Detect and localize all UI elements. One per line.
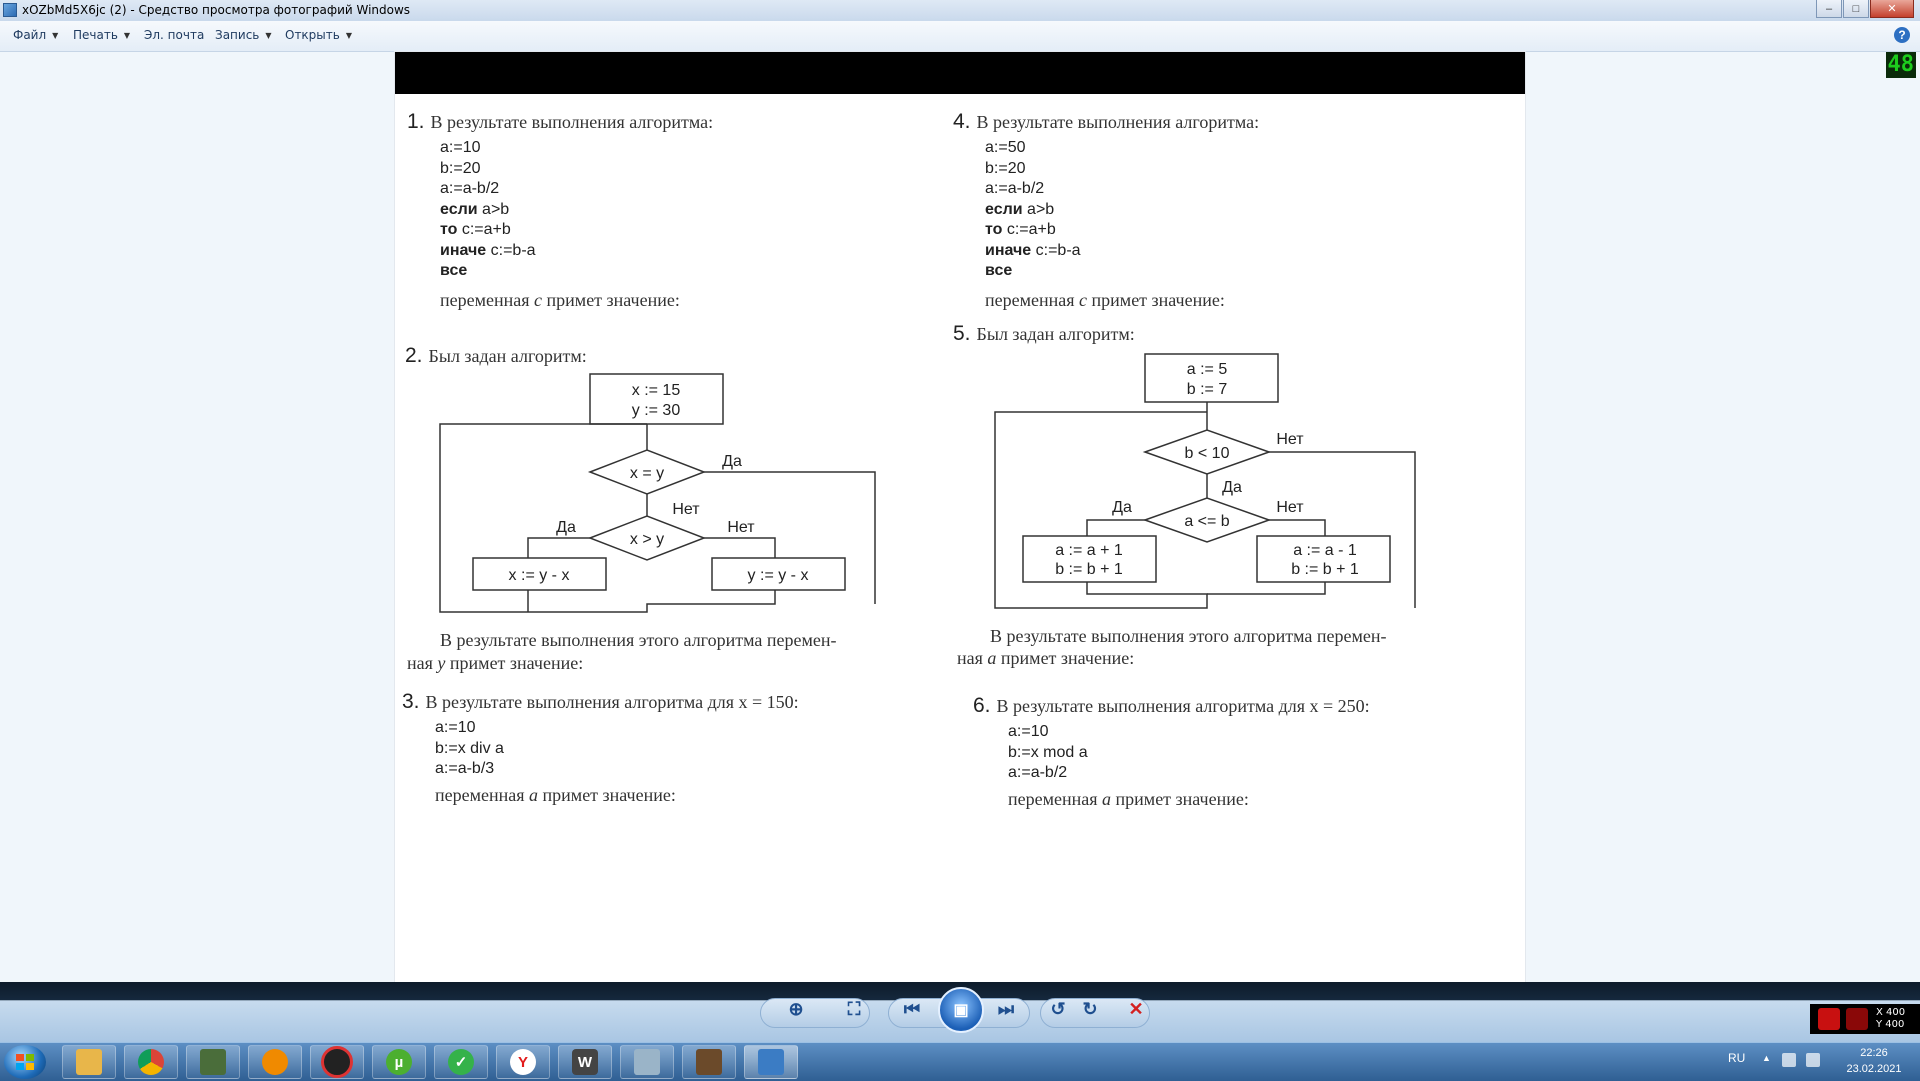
code-line: b:=x div a	[435, 739, 504, 757]
menu-bar	[0, 21, 1920, 52]
right-action-line-1: a := a - 1	[1293, 542, 1357, 559]
taskbar-app-3[interactable]	[186, 1045, 240, 1079]
utorrent-icon: µ	[386, 1049, 412, 1075]
w-app-icon: W	[572, 1049, 598, 1075]
code-line: если a>b	[985, 200, 1055, 218]
rotate-left-icon[interactable]: ↺	[1050, 998, 1066, 1019]
condition-1-label: x = y	[629, 465, 665, 482]
help-icon[interactable]: ?	[1894, 27, 1910, 43]
task-1-answer: переменная c примет значение:	[440, 290, 680, 310]
chrome-icon	[138, 1049, 164, 1075]
task-6-code	[1008, 722, 1088, 784]
code-line: b:=20	[985, 159, 1026, 177]
game-app-icon	[696, 1049, 722, 1075]
yes-label: Да	[556, 519, 576, 536]
condition-2-label: a <= b	[1184, 513, 1230, 530]
windows-logo-icon	[16, 1054, 34, 1070]
yes-label: Да	[722, 453, 742, 470]
language-indicator[interactable]: RU	[1728, 1051, 1746, 1065]
document-app-icon	[634, 1049, 660, 1075]
code-line: иначе c:=b-a	[440, 241, 536, 259]
task-2-heading: 2. Был задан алгоритм:	[405, 344, 587, 367]
clock-time: 22:26	[1860, 1047, 1888, 1059]
task-4-answer: переменная c примет значение:	[985, 290, 1225, 310]
task-2-result-line-2: ная y примет значение:	[407, 653, 584, 673]
cursor-coordinates-overlay	[1810, 1004, 1920, 1034]
fps-counter: 48	[1887, 52, 1914, 77]
code-line: a:=a-b/2	[985, 180, 1045, 197]
left-action-label: x := y - x	[508, 567, 570, 584]
close-button[interactable]: ✕	[1870, 0, 1914, 18]
minimize-button[interactable]: –	[1816, 0, 1842, 18]
clock-date: 23.02.2021	[1846, 1063, 1902, 1075]
task-6-heading: 6. В результате выполнения алгоритма для x = 250:	[973, 694, 1370, 717]
no-label: Нет	[1276, 431, 1304, 448]
windows-taskbar	[0, 1042, 1920, 1081]
start-button[interactable]	[4, 1045, 46, 1079]
code-line: если a>b	[440, 200, 510, 218]
code-line: a:=a-b/2	[1008, 764, 1068, 781]
taskbar-app-4[interactable]	[248, 1045, 302, 1079]
task-5-result-line-1: В результате выполнения этого алгоритма перемен-	[990, 626, 1387, 646]
yes-label: Да	[1112, 499, 1132, 516]
cursor-x: X 400	[1876, 1007, 1906, 1018]
delete-icon[interactable]: ✕	[1128, 998, 1144, 1019]
taskbar-chrome[interactable]	[124, 1045, 178, 1079]
next-icon[interactable]: ⏭	[997, 998, 1015, 1019]
cursor-y: Y 400	[1876, 1019, 1905, 1030]
code-line: a:=50	[985, 139, 1026, 156]
code-line: a:=10	[1008, 723, 1049, 740]
left-action-line-2: b := b + 1	[1055, 561, 1123, 578]
right-action-line-2: b := b + 1	[1291, 561, 1359, 578]
menu-open[interactable]: Открыть ▼	[285, 28, 352, 42]
right-action-label: y := y - x	[747, 567, 809, 584]
rotate-right-icon[interactable]: ↻	[1082, 998, 1098, 1019]
taskbar-app-7[interactable]	[434, 1045, 488, 1079]
init-line-2: b := 7	[1186, 381, 1228, 398]
yandex-browser-icon: Y	[510, 1049, 536, 1075]
taskbar-app-9[interactable]	[558, 1045, 612, 1079]
action-center-flag-icon[interactable]	[1782, 1053, 1796, 1067]
taskbar-app-10[interactable]	[620, 1045, 674, 1079]
task-3-code	[435, 718, 504, 780]
init-line-1: x := 15	[631, 382, 681, 399]
left-action-line-1: a := a + 1	[1055, 542, 1123, 559]
task-4-heading: 4. В результате выполнения алгоритма:	[953, 110, 1260, 133]
displayed-photo	[395, 52, 1525, 982]
taskbar-explorer[interactable]	[62, 1045, 116, 1079]
task-4-code	[985, 138, 1081, 282]
code-line: иначе c:=b-a	[985, 241, 1081, 259]
task-5-flowchart	[995, 352, 1465, 614]
taskbar-photo-viewer[interactable]	[744, 1045, 798, 1079]
overlay-app-icon	[1818, 1008, 1840, 1030]
show-hidden-icons-icon[interactable]: ▲	[1762, 1053, 1771, 1063]
monitor-app-icon	[200, 1049, 226, 1075]
menu-email[interactable]: Эл. почта	[144, 28, 205, 42]
yes-label: Да	[1222, 479, 1242, 496]
taskbar-app-11[interactable]	[682, 1045, 736, 1079]
maximize-button[interactable]: □	[1843, 0, 1869, 18]
menu-print[interactable]: Печать ▼	[73, 28, 131, 42]
folder-icon	[76, 1049, 102, 1075]
chevron-down-icon: ▼	[52, 31, 59, 40]
chevron-down-icon: ▼	[123, 31, 131, 40]
zoom-icon[interactable]: ⊕	[788, 998, 804, 1019]
code-line: b:=x mod a	[1008, 743, 1088, 761]
task-2-flowchart	[435, 372, 809, 612]
taskbar-utorrent[interactable]	[372, 1045, 426, 1079]
task-1-heading: 1. В результате выполнения алгоритма:	[407, 110, 714, 133]
menu-file[interactable]: Файл ▼	[13, 28, 59, 42]
code-line: a:=10	[435, 719, 476, 736]
menu-burn[interactable]: Запись ▼	[215, 28, 272, 42]
taskbar-yandex[interactable]	[496, 1045, 550, 1079]
condition-2-label: x > y	[629, 531, 665, 548]
previous-icon[interactable]: ⏮	[903, 998, 921, 1019]
taskbar-app-5[interactable]	[310, 1045, 364, 1079]
code-line: a:=10	[440, 139, 481, 156]
chevron-down-icon: ▼	[345, 31, 352, 40]
fruity-app-icon	[262, 1049, 288, 1075]
task-1-code	[440, 138, 536, 282]
record-app-icon	[321, 1046, 353, 1078]
code-line: a:=a-b/3	[435, 760, 495, 777]
photo-viewer-icon	[758, 1049, 784, 1075]
code-line: то c:=a+b	[985, 221, 1056, 238]
no-label: Нет	[1276, 499, 1304, 516]
viewer-control-bar	[0, 982, 1920, 1042]
task-2-result-line-1: В результате выполнения этого алгоритма перемен-	[440, 630, 837, 650]
no-label: Нет	[727, 519, 755, 536]
no-label: Нет	[672, 501, 700, 518]
overlay-hand-icon	[1846, 1008, 1868, 1030]
window-title-bar[interactable]	[0, 0, 1920, 22]
taskbar-clock[interactable]	[1834, 1045, 1914, 1077]
init-line-1: a := 5	[1186, 361, 1228, 378]
window-title: xOZbMd5X6jc (2) - Средство просмотра фотографий Windows	[22, 3, 411, 17]
chevron-down-icon: ▼	[265, 31, 272, 40]
code-line: a:=a-b/2	[440, 180, 500, 197]
task-3-heading: 3. В результате выполнения алгоритма для x = 150:	[402, 690, 799, 713]
code-line: то c:=a+b	[440, 221, 511, 238]
code-line: b:=20	[440, 159, 481, 177]
task-3-answer: переменная a примет значение:	[435, 785, 676, 805]
check-app-icon: ✓	[448, 1049, 474, 1075]
code-line: все	[440, 262, 468, 279]
network-icon[interactable]	[1806, 1053, 1820, 1067]
task-5-heading: 5. Был задан алгоритм:	[953, 322, 1135, 345]
task-5-result-line-2: ная a примет значение:	[957, 648, 1135, 668]
task-6-answer: переменная a примет значение:	[1008, 789, 1249, 809]
window-controls	[1815, 0, 1914, 18]
code-line: все	[985, 262, 1013, 279]
condition-1-label: b < 10	[1184, 445, 1230, 462]
slideshow-icon[interactable]: ▣	[938, 987, 984, 1033]
actual-size-icon[interactable]: ⛶	[847, 998, 861, 1019]
init-line-2: y := 30	[631, 402, 681, 419]
photo-black-band	[395, 52, 1525, 94]
photo-viewer-app-icon	[3, 3, 17, 17]
